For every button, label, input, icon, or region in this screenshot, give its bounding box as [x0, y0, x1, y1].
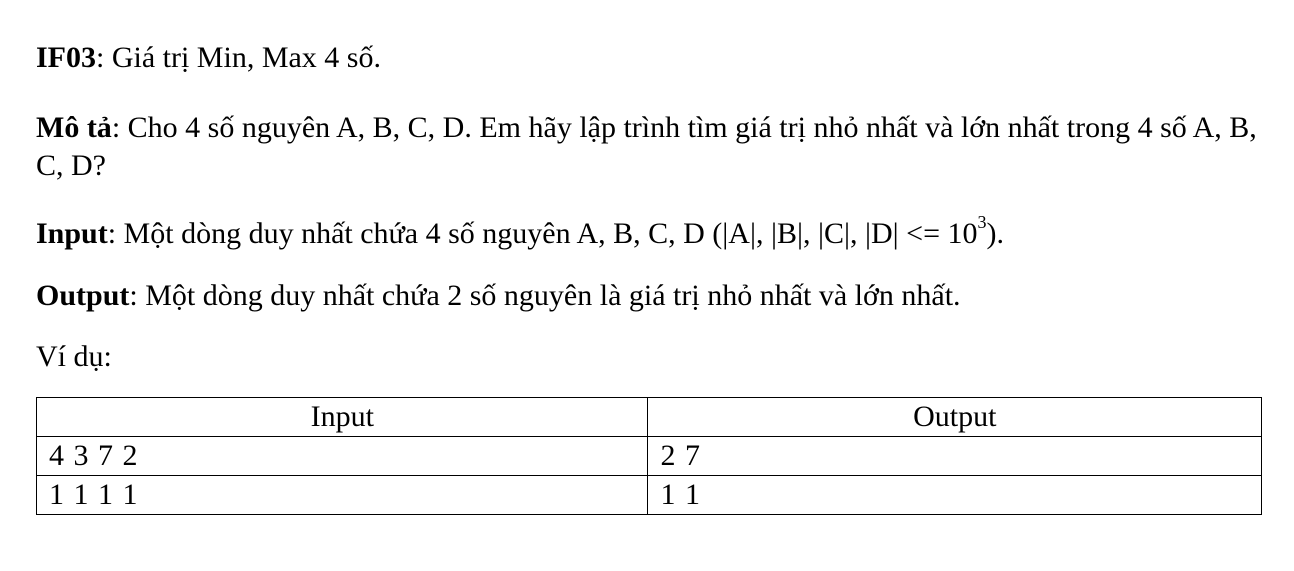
table-header-input: Input [37, 398, 648, 437]
table-row [37, 476, 1262, 515]
output-spec-label: Output [36, 279, 130, 312]
description-paragraph [36, 109, 1276, 185]
example-label: Ví dụ: [36, 340, 112, 373]
description-label: Mô tả [36, 111, 112, 144]
input-spec-text-end: ). [986, 217, 1005, 250]
table-cell-input: 1 1 1 1 [37, 476, 648, 515]
input-spec-text: : Một dòng duy nhất chứa 4 số nguyên A, B, C, D (|A|, |B|, |C|, |D| <= 10 [107, 217, 978, 250]
input-spec-paragraph [36, 212, 1005, 253]
table-row [37, 437, 1262, 476]
table-cell-input: 4 3 7 2 [37, 437, 648, 476]
output-spec-text: : Một dòng duy nhất chứa 2 số nguyên là giá trị nhỏ nhất và lớn nhất. [129, 279, 961, 312]
table-header-row [37, 398, 1262, 437]
examples-table [36, 397, 1262, 515]
table-header-output: Output [648, 398, 1262, 437]
table-cell-output: 1 1 [648, 476, 1262, 515]
output-spec-paragraph [36, 277, 961, 315]
table-cell-output: 2 7 [648, 437, 1262, 476]
description-text: : Cho 4 số nguyên A, B, C, D. Em hãy lập trình tìm giá trị nhỏ nhất và lớn nhất trong 4 số A, B, C, D? [36, 111, 1257, 182]
problem-title [36, 39, 381, 77]
problem-title-text: : Giá trị Min, Max 4 số. [96, 41, 381, 74]
input-spec-label: Input [36, 217, 108, 250]
problem-code: IF03 [36, 41, 96, 74]
input-spec-exponent: 3 [977, 212, 987, 232]
